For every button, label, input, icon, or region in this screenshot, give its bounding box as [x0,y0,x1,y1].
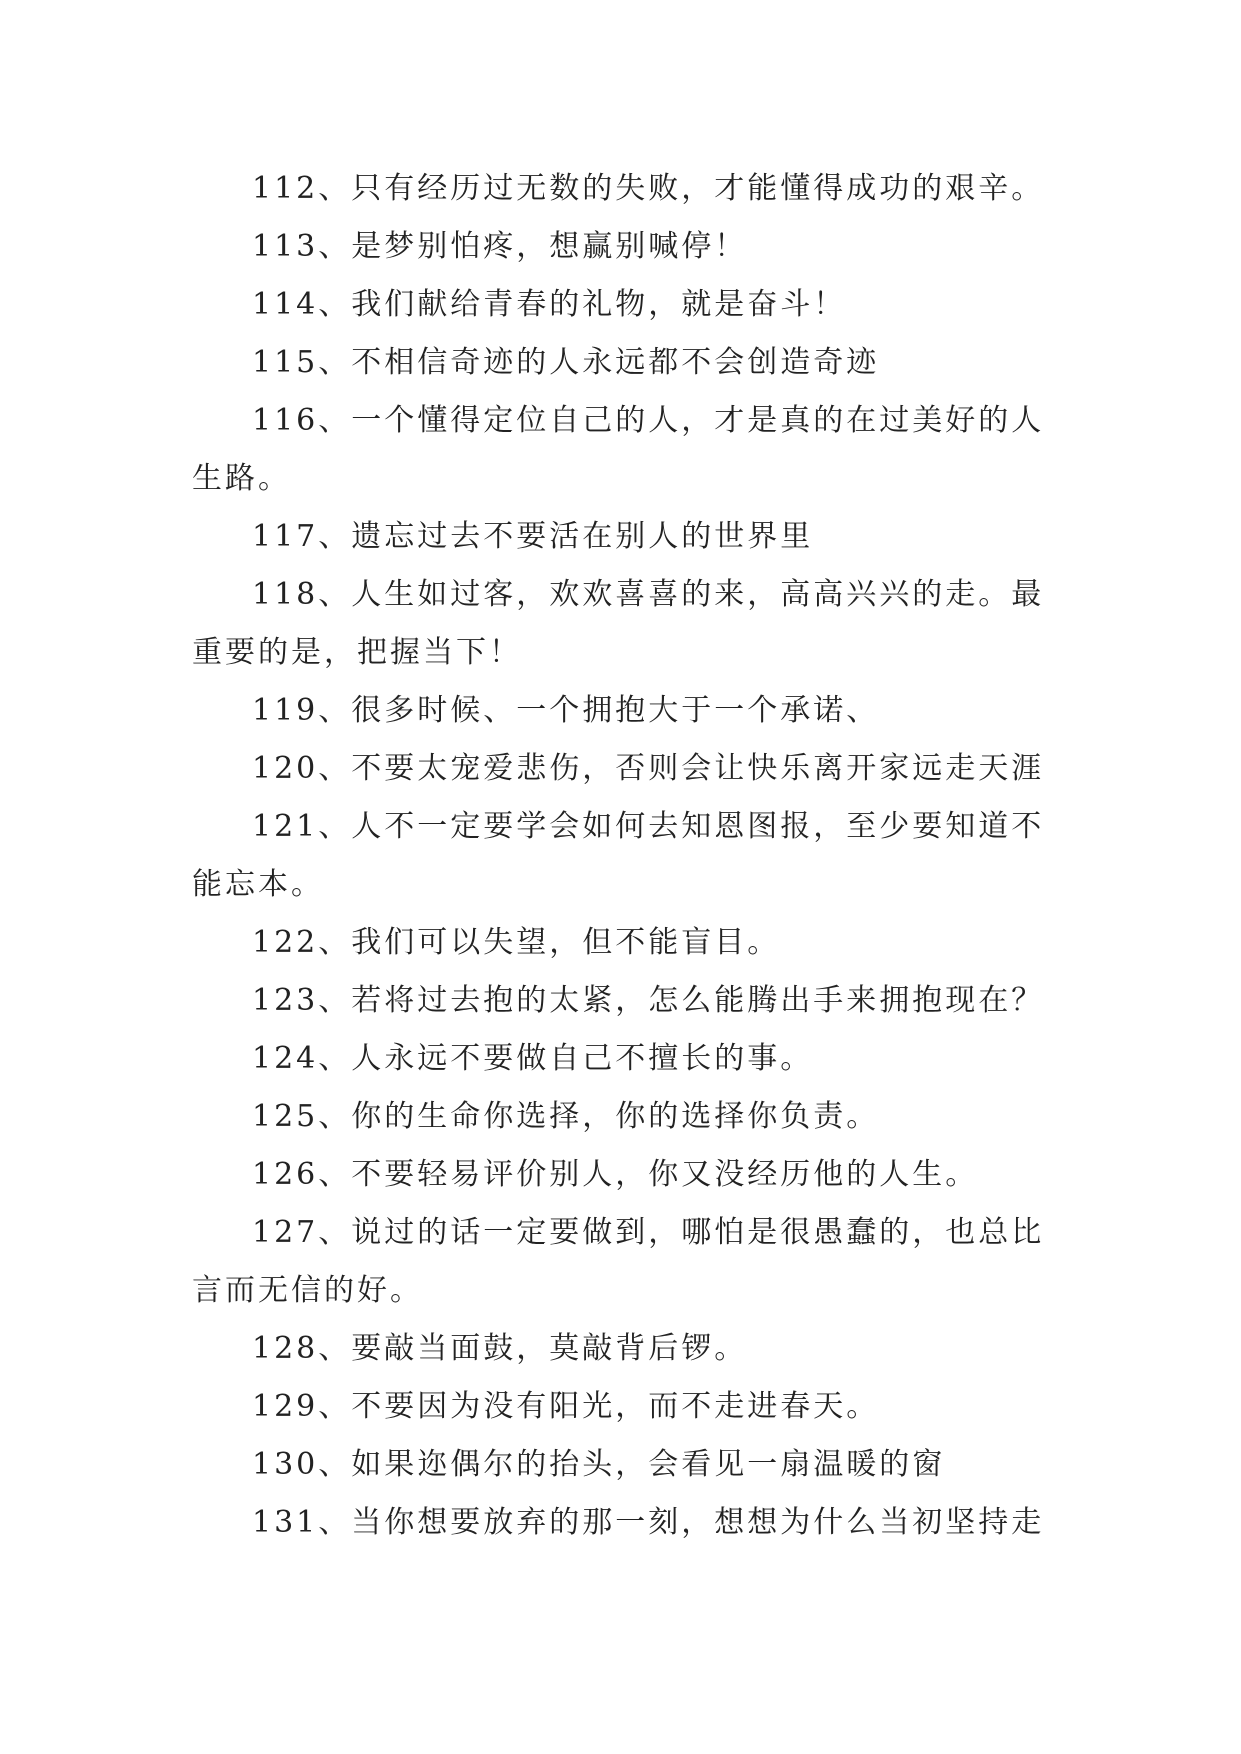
document-body [192,160,1052,1552]
paragraph-131: 131、当你想要放弃的那一刻，想想为什么当初坚持走 [252,1505,1045,1540]
paragraph-117: 117、遗忘过去不要活在别人的世界里 [252,519,814,554]
paragraph-130: 130、如果迩偶尔的抬头，会看见一扇温暖的窗 [252,1447,946,1482]
paragraph-124: 124、人永远不要做自己不擅长的事。 [252,1041,814,1076]
paragraph-127: 127、说过的话一定要做到，哪怕是很愚蠢的，也总比言而无信的好。 [192,1215,1045,1308]
paragraph-123: 123、若将过去抱的太紧，怎么能腾出手来拥抱现在？ [252,983,1045,1018]
paragraph-113: 113、是梦别怕疼，想赢别喊停！ [252,229,748,264]
paragraph-125: 125、你的生命你选择，你的选择你负责。 [252,1099,880,1134]
paragraph-126: 126、不要轻易评价别人，你又没经历他的人生。 [252,1157,979,1192]
paragraph-128: 128、要敲当面鼓，莫敲背后锣。 [252,1331,748,1366]
paragraph-121: 121、人不一定要学会如何去知恩图报，至少要知道不能忘本。 [192,809,1045,902]
paragraph-122: 122、我们可以失望，但不能盲目。 [252,925,781,960]
paragraph-119: 119、很多时候、一个拥抱大于一个承诺、 [252,693,880,728]
paragraph-115: 115、不相信奇迹的人永远都不会创造奇迹 [252,345,880,380]
paragraph-129: 129、不要因为没有阳光，而不走进春天。 [252,1389,880,1424]
paragraph-118: 118、人生如过客，欢欢喜喜的来，高高兴兴的走。最重要的是，把握当下！ [192,577,1045,670]
paragraph-116: 116、一个懂得定位自己的人，才是真的在过美好的人生路。 [192,403,1045,496]
paragraph-114: 114、我们献给青春的礼物，就是奋斗！ [252,287,847,322]
paragraph-120: 120、不要太宠爱悲伤，否则会让快乐离开家远走天涯 [252,751,1045,786]
paragraph-112: 112、只有经历过无数的失败，才能懂得成功的艰辛。 [252,171,1045,206]
